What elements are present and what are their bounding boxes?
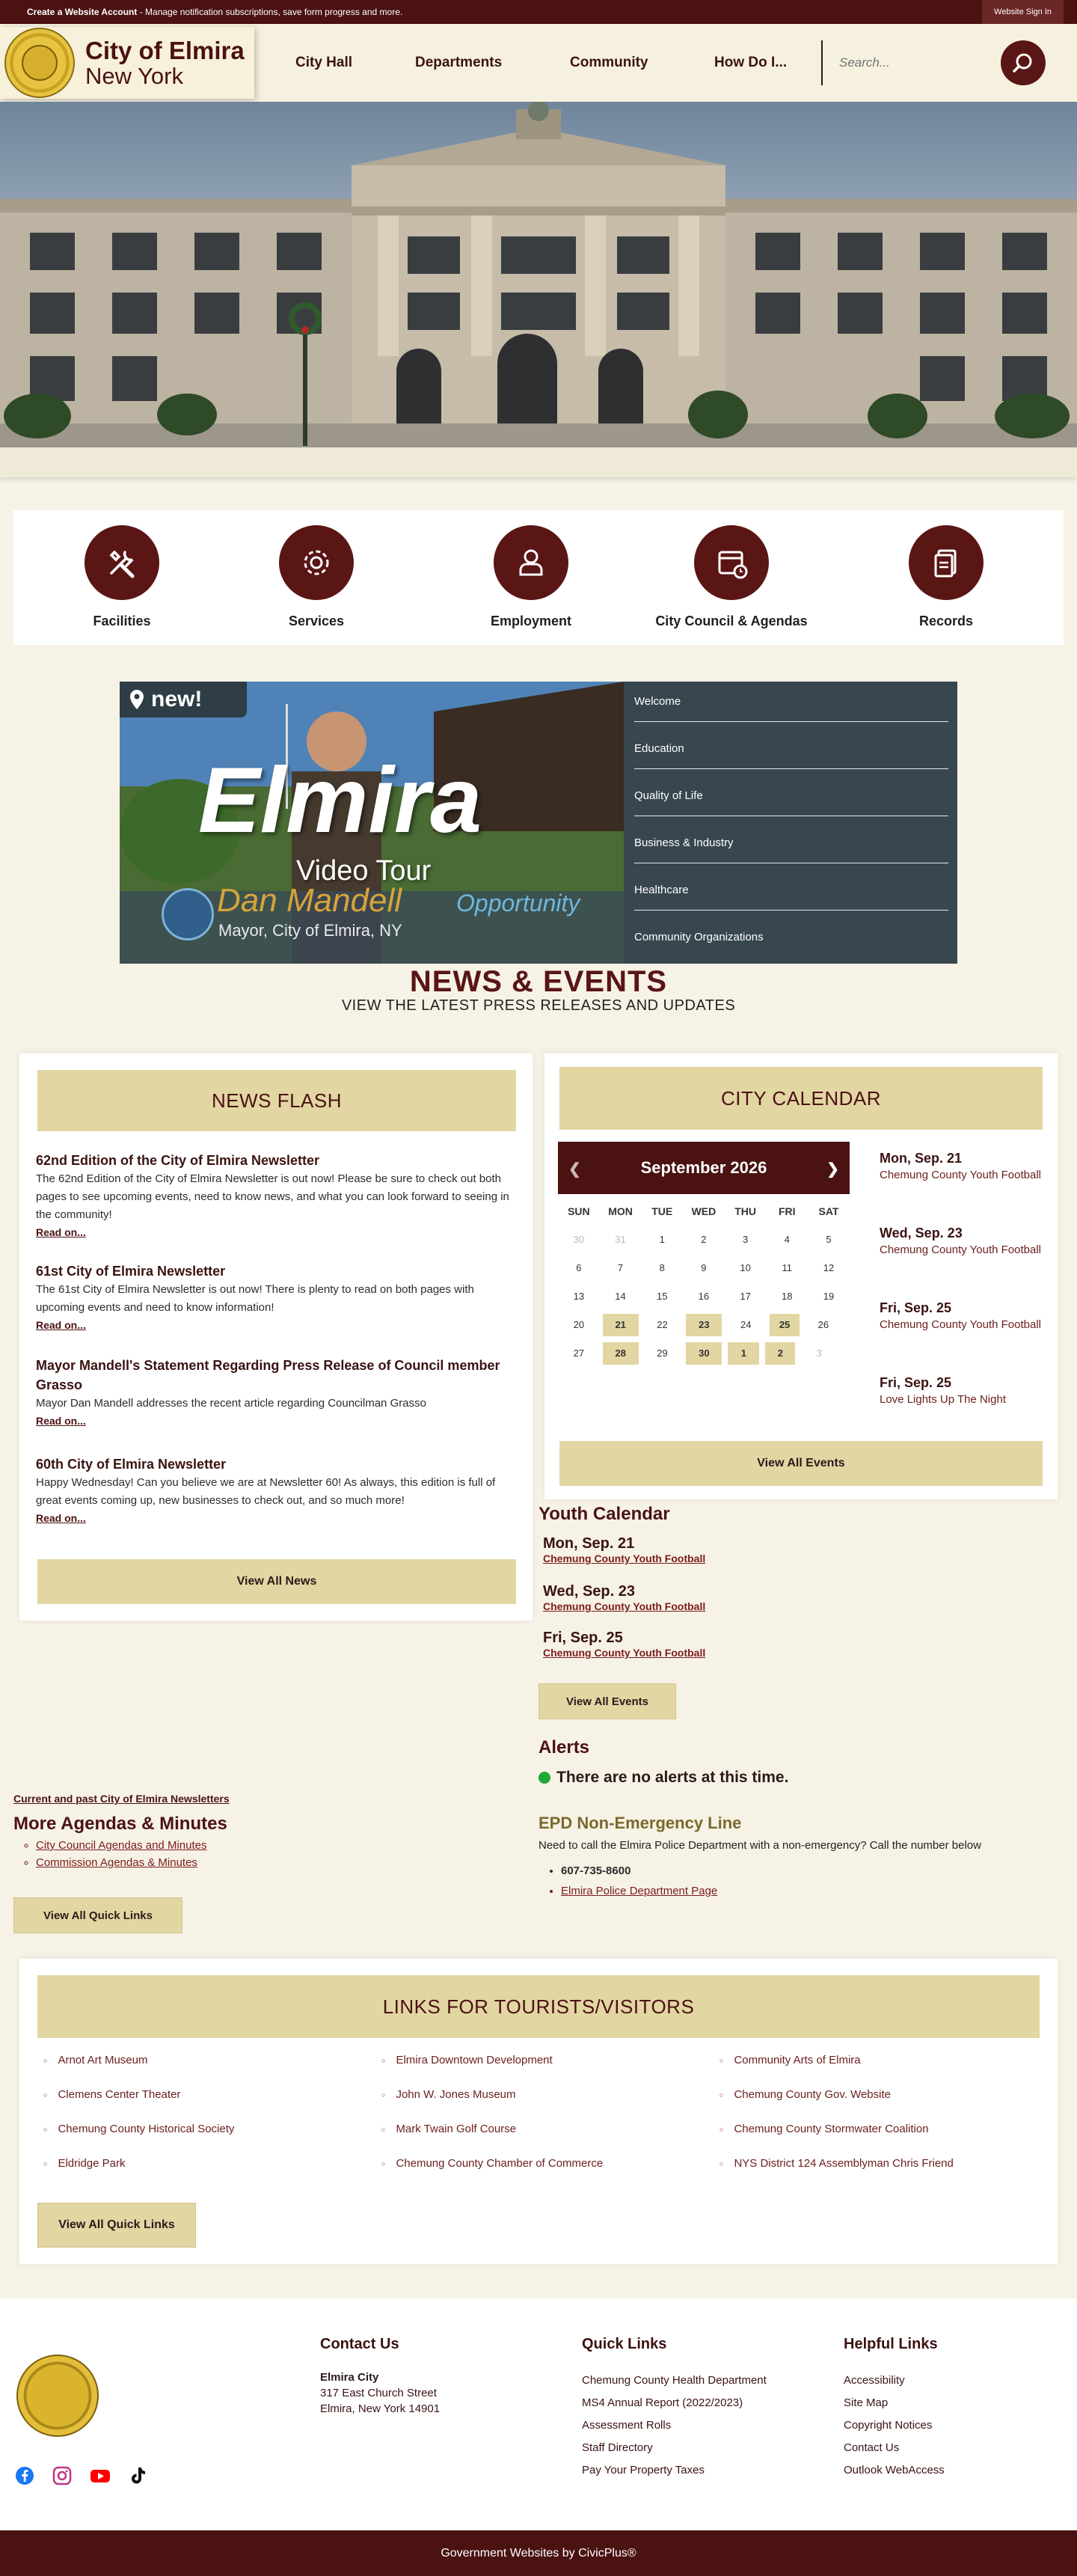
logo-state-name: New York [85, 63, 183, 89]
youth-event [543, 1583, 705, 1614]
epd-title: EPD Non-Emergency Line [538, 1814, 742, 1832]
news-item [36, 1454, 515, 1526]
next-month-icon[interactable]: ❯ [826, 1161, 839, 1178]
epd-list [549, 1864, 717, 1905]
news-flash-title: NEWS FLASH [37, 1070, 516, 1131]
footer-city-seal-icon [16, 2355, 99, 2437]
calendar-day: 13 [573, 1291, 585, 1302]
video-mayor-name: Dan Mandell [217, 882, 402, 919]
calendar-day: 26 [817, 1319, 829, 1330]
nav-community[interactable]: Community [570, 55, 648, 70]
calendar-day: 5 [826, 1234, 832, 1245]
alerts-status [538, 1769, 788, 1787]
calendar-day: 3 [816, 1347, 822, 1359]
youth-event-link[interactable]: Chemung County Youth Football [543, 1600, 706, 1612]
menu-item-business-industry[interactable]: Business & Industry [634, 836, 948, 863]
read-on-link[interactable]: Read on... [36, 1319, 86, 1331]
calendar-month-header [558, 1142, 850, 1194]
gear-icon [279, 525, 354, 600]
calendar-day-with-event[interactable]: 2 [765, 1342, 795, 1365]
quick-link-records[interactable] [864, 525, 1028, 629]
tools-icon [85, 525, 159, 600]
footer-link[interactable]: Chemung County Health Department [582, 2374, 767, 2387]
video-subtitle: Video Tour [296, 855, 432, 887]
weekday-header: FRI [779, 1205, 796, 1217]
news-item [36, 1261, 515, 1333]
alerts-title: Alerts [538, 1737, 590, 1757]
youth-event-date: Mon, Sep. 21 [543, 1535, 635, 1552]
footer-credit-bar [0, 2530, 1077, 2576]
account-notice-text: - Manage notification subscriptions, save form progress and more. [137, 7, 403, 17]
tourist-link[interactable]: ○ Eldridge Park [43, 2157, 125, 2170]
news-events-title: NEWS & EVENTS [409, 965, 668, 998]
calendar-event [880, 1300, 1044, 1334]
newsletters-link[interactable]: Current and past City of Elmira Newsletters [13, 1793, 230, 1805]
calendar-event [880, 1151, 1044, 1184]
calendar-day: 15 [656, 1291, 668, 1302]
weekday-header: SUN [568, 1205, 590, 1217]
facebook-icon[interactable] [15, 2466, 34, 2489]
calendar-day: 14 [615, 1291, 626, 1302]
nav-how-do-i[interactable]: How Do I... [714, 55, 788, 70]
calendar-day: 10 [740, 1262, 751, 1273]
quick-link-label: City Council & Agendas [655, 614, 808, 628]
footer-link[interactable]: MS4 Annual Report (2022/2023) [582, 2396, 743, 2409]
footer-link[interactable]: Outlook WebAccess [844, 2464, 945, 2476]
tourist-link[interactable]: ○ John W. Jones Museum [381, 2088, 516, 2101]
tourist-link[interactable]: ○ Chemung County Stormwater Coalition [719, 2123, 929, 2135]
calendar-day: 11 [782, 1262, 793, 1273]
agenda-link[interactable]: ◦ City Council Agendas and Minutes [36, 1839, 230, 1852]
account-notice[interactable] [27, 7, 402, 17]
epd-description: Need to call the Elmira Police Department with a non-emergency? Call the number below [538, 1839, 981, 1852]
calendar-event-date: Wed, Sep. 23 [880, 1226, 963, 1240]
news-item-desc: The 61st City of Elmira Newsletter is out now! There is plenty to read on both pages with upcoming events and need to know information! [36, 1283, 474, 1314]
calendar-day: 7 [617, 1262, 624, 1273]
calendar-day-with-event[interactable]: 21 [603, 1314, 639, 1336]
tourist-link[interactable]: ○ Chemung County Gov. Website [719, 2088, 891, 2101]
nav-departments[interactable]: Departments [415, 55, 503, 70]
alerts-text: There are no alerts at this time. [556, 1769, 789, 1786]
news-item-desc: Mayor Dan Mandell addresses the recent article regarding Councilman Grasso [36, 1397, 426, 1410]
agendas-view-all-quick-links-button[interactable]: View All Quick Links [13, 1897, 182, 1933]
search-button[interactable] [1001, 40, 1046, 85]
calendar-day: 19 [823, 1291, 835, 1302]
calendar-day-with-event[interactable]: 1 [728, 1342, 759, 1365]
site-logo[interactable] [0, 27, 254, 99]
calendar-day-with-event[interactable]: 28 [603, 1342, 639, 1365]
news-item-title[interactable]: 60th City of Elmira Newsletter [36, 1457, 227, 1472]
calendar-event-date: Fri, Sep. 25 [880, 1300, 952, 1315]
tourist-link[interactable]: ○ Community Arts of Elmira [719, 2054, 861, 2066]
tourist-link[interactable]: ○ Elmira Downtown Development [381, 2054, 553, 2066]
site-footer [0, 2298, 1077, 2530]
footer-link[interactable]: Site Map [844, 2396, 889, 2409]
calendar-day: 12 [823, 1262, 835, 1273]
calendar-event-date: Mon, Sep. 21 [880, 1151, 963, 1166]
account-notice-title[interactable]: Create a Website Account [27, 7, 138, 17]
footer-link[interactable]: Staff Directory [582, 2441, 653, 2454]
footer-link[interactable]: Pay Your Property Taxes [582, 2464, 705, 2476]
news-item [36, 1356, 515, 1429]
calendar-event-link[interactable]: Love Lights Up The Night [880, 1393, 1006, 1406]
search-input[interactable] [839, 55, 989, 70]
footer-contact [320, 2336, 440, 2417]
city-hall-building-image [0, 102, 1077, 447]
calendar-day: 30 [573, 1234, 585, 1245]
calendar-event-link[interactable]: Chemung County Youth Football [880, 1243, 1041, 1256]
footer-helpful-links-title: Helpful Links [844, 2336, 938, 2352]
tourist-link[interactable]: ○ Chemung County Historical Society [43, 2123, 234, 2135]
read-on-link[interactable]: Read on... [36, 1512, 86, 1524]
top-notification-bar [0, 0, 1077, 24]
news-item-desc: Happy Wednesday! Can you believe we are at Newsletter 60! As always, this edition is full of great events coming up, new businesses to check out, and so much more! [36, 1476, 496, 1507]
prev-month-icon[interactable]: ❮ [568, 1161, 581, 1178]
epd-phone: • 607-735-8600 [561, 1864, 717, 1877]
video-title: Elmira [198, 749, 482, 852]
city-calendar-title: CITY CALENDAR [559, 1067, 1043, 1130]
calendar-icon [694, 525, 769, 600]
nav-city-hall[interactable]: City Hall [295, 55, 353, 70]
footer-link[interactable]: Assessment Rolls [582, 2419, 672, 2432]
calendar-day: 24 [740, 1319, 752, 1330]
tourist-link[interactable]: ○ Clemens Center Theater [43, 2088, 180, 2101]
youth-event-date: Fri, Sep. 25 [543, 1630, 623, 1646]
epd-page-link[interactable]: • Elmira Police Department Page [561, 1885, 717, 1897]
news-item-title[interactable]: 61st City of Elmira Newsletter [36, 1264, 226, 1279]
hero-image-city-hall [0, 102, 1077, 447]
quick-link-label: Employment [490, 614, 572, 628]
menu-item-education[interactable]: Education [634, 742, 948, 769]
calendar-day: 29 [657, 1347, 668, 1359]
news-item [36, 1151, 515, 1240]
search-icon [1012, 52, 1034, 74]
youtube-icon[interactable] [90, 2466, 111, 2489]
calendar-day: 16 [698, 1291, 710, 1302]
calendar-event-date: Fri, Sep. 25 [880, 1375, 952, 1390]
footer-quick-links-title: Quick Links [582, 2336, 667, 2352]
video-mayor-role: Mayor, City of Elmira, NY [218, 921, 402, 940]
footer-link[interactable]: Accessibility [844, 2374, 905, 2387]
menu-item-community-orgs[interactable]: Community Organizations [634, 931, 764, 943]
youth-event-link[interactable]: Chemung County Youth Football [543, 1647, 706, 1659]
footer-contact-name: Elmira City [320, 2371, 379, 2384]
logo-city-name: City of Elmira [85, 37, 245, 64]
calendar-day: 4 [784, 1234, 790, 1245]
quick-icons-bar [13, 510, 1064, 645]
view-all-news-button[interactable]: View All News [37, 1559, 516, 1604]
quick-link-label: Services [288, 614, 345, 628]
weekday-header: MON [608, 1205, 633, 1217]
footer-quick-links [582, 2336, 767, 2482]
menu-item-welcome[interactable]: Welcome [634, 695, 948, 722]
news-events-subtitle: VIEW THE LATEST PRESS RELEASES AND UPDATES [341, 997, 736, 1014]
calendar-day: 3 [742, 1234, 749, 1245]
calendar-event-link[interactable]: Chemung County Youth Football [880, 1169, 1041, 1181]
social-links [15, 2466, 147, 2489]
youth-event-link[interactable]: Chemung County Youth Football [543, 1552, 706, 1564]
news-events-heading [0, 963, 1077, 1015]
calendar-day-with-event[interactable]: 25 [770, 1314, 800, 1336]
view-all-events-button[interactable]: View All Events [559, 1441, 1043, 1486]
sign-in-button[interactable]: Website Sign In [982, 0, 1064, 24]
quick-link-services[interactable] [234, 525, 399, 629]
calendar-day: 9 [701, 1262, 707, 1273]
calendar-day: 6 [576, 1262, 582, 1273]
quick-link-label: Facilities [93, 614, 151, 628]
site-header [0, 24, 1077, 102]
new-badge [120, 682, 247, 718]
calendar-day: 17 [740, 1291, 751, 1302]
weekday-header: THU [734, 1205, 756, 1217]
footer-link[interactable]: Contact Us [844, 2441, 900, 2454]
quick-link-label: Records [918, 614, 974, 628]
calendar-event [880, 1375, 1044, 1409]
tourist-link[interactable]: ○ NYS District 124 Assemblyman Chris Friend [719, 2157, 954, 2170]
news-item-title[interactable]: Mayor Mandell's Statement Regarding Press Release of Council member Grasso [36, 1358, 500, 1392]
calendar-day: 1 [659, 1234, 665, 1245]
quick-link-city-council[interactable] [649, 525, 814, 629]
calendar-day-with-event[interactable]: 30 [686, 1342, 722, 1365]
news-item-title[interactable]: 62nd Edition of the City of Elmira Newsletter [36, 1153, 320, 1168]
city-seal-icon [4, 28, 75, 98]
quick-link-facilities[interactable] [40, 525, 204, 629]
hero-bottom-band [0, 447, 1077, 477]
instagram-icon[interactable] [52, 2466, 72, 2489]
map-pin-icon [129, 689, 145, 710]
calendar-day: 31 [615, 1234, 626, 1245]
youth-event [543, 1535, 705, 1566]
footer-helpful-links [844, 2336, 945, 2482]
news-flash-panel [19, 1053, 533, 1621]
tourist-links-title: LINKS FOR TOURISTS/VISITORS [37, 1975, 1040, 2038]
youth-view-all-events-button[interactable]: View All Events [538, 1683, 676, 1719]
news-item-desc: The 62nd Edition of the City of Elmira Newsletter is out now! Please be sure to check out both pages to see upcoming events, need to know news, and what you can look forward to seeing in the community! [36, 1172, 509, 1221]
weekday-header: SAT [818, 1205, 839, 1217]
footer-contact-title: Contact Us [320, 2336, 399, 2352]
community-side-menu [624, 682, 957, 964]
tiktok-icon[interactable] [129, 2466, 147, 2489]
tourist-link[interactable]: ○ Chemung County Chamber of Commerce [381, 2157, 603, 2170]
quick-link-employment[interactable] [449, 525, 613, 629]
person-icon [494, 525, 568, 600]
status-ok-icon [538, 1772, 550, 1784]
tourist-view-all-quick-links-button[interactable]: View All Quick Links [37, 2203, 196, 2248]
documents-icon [909, 525, 984, 600]
menu-item-healthcare[interactable]: Healthcare [634, 884, 948, 911]
menu-item-quality-of-life[interactable]: Quality of Life [634, 789, 948, 816]
tourist-link[interactable]: ○ Arnot Art Museum [43, 2054, 147, 2066]
video-tagline: Opportunity [456, 890, 580, 917]
calendar-day: 22 [657, 1319, 668, 1330]
youth-event-date: Wed, Sep. 23 [543, 1583, 636, 1600]
read-on-link[interactable]: Read on... [36, 1415, 86, 1427]
agenda-link[interactable]: ◦ Commission Agendas & Minutes [36, 1856, 230, 1869]
calendar-day: 18 [782, 1291, 793, 1302]
new-badge-text: new! [151, 687, 203, 712]
youth-calendar-title: Youth Calendar [538, 1504, 670, 1524]
footer-address-line: Elmira, New York 14901 [320, 2402, 441, 2415]
tourist-link[interactable]: ○ Mark Twain Golf Course [381, 2123, 516, 2135]
calendar-day-with-event[interactable]: 23 [686, 1314, 722, 1336]
youth-event [543, 1630, 705, 1660]
calendar-day: 27 [573, 1347, 585, 1359]
civicplus-credit-link[interactable]: Government Websites by CivicPlus® [441, 2546, 636, 2560]
calendar-day: 2 [701, 1234, 707, 1245]
calendar-grid [558, 1197, 850, 1368]
weekday-header: WED [691, 1205, 717, 1217]
elmira-emblem-icon [162, 888, 214, 940]
calendar-day: 20 [573, 1319, 585, 1330]
footer-address-line: 317 East Church Street [320, 2387, 437, 2399]
video-tour-banner[interactable] [120, 682, 624, 964]
calendar-month-label: September 2026 [640, 1158, 767, 1177]
calendar-event [880, 1226, 1044, 1259]
calendar-event-link[interactable]: Chemung County Youth Football [880, 1318, 1041, 1331]
agendas-links-section [13, 1793, 230, 1873]
read-on-link[interactable]: Read on... [36, 1226, 86, 1238]
weekday-header: TUE [651, 1205, 673, 1217]
footer-link[interactable]: Copyright Notices [844, 2419, 933, 2432]
agendas-heading: More Agendas & Minutes [13, 1814, 227, 1834]
calendar-day: 8 [659, 1262, 665, 1273]
search-area [821, 40, 1068, 85]
